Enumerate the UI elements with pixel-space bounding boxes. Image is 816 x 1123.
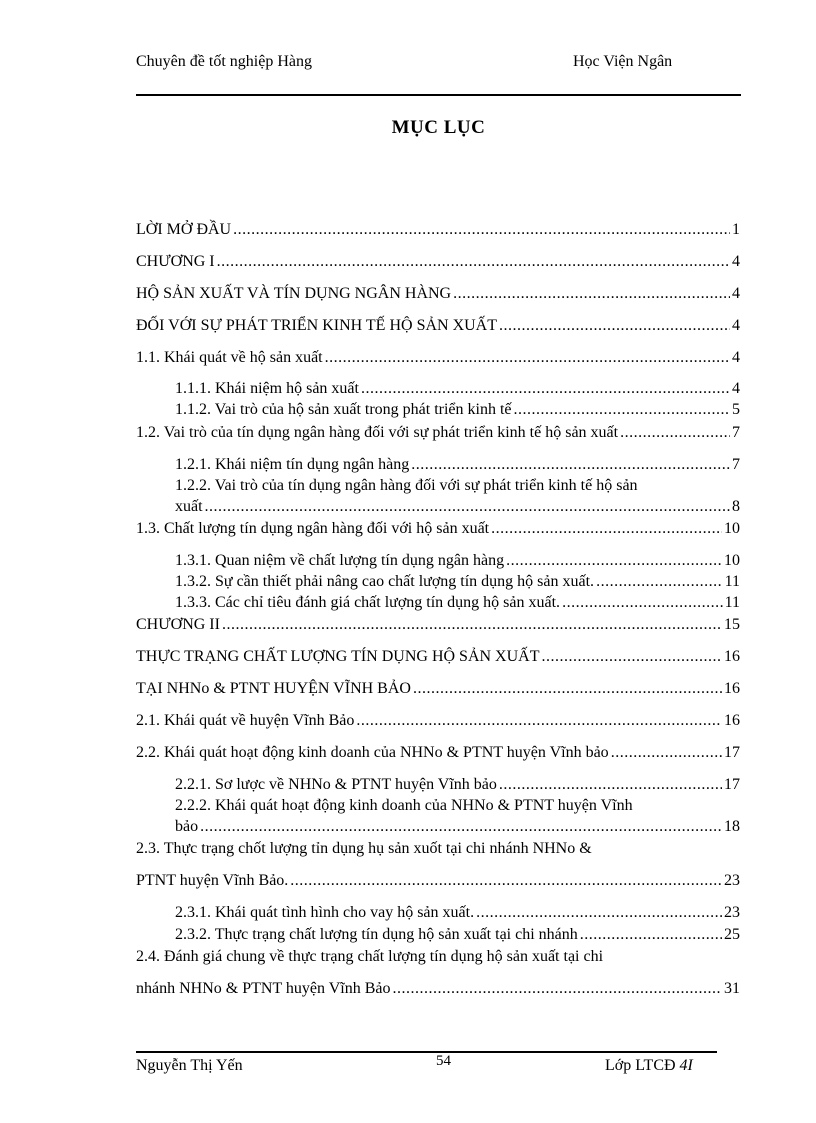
- toc-entry-page: 11: [724, 573, 740, 590]
- toc-entry-text: 1.3.1. Quan niệm về chất lượng tín dụng ngân hàng: [175, 552, 505, 569]
- toc-entry-text: 2.1. Khái quát về huyện Vĩnh Bảo: [136, 712, 355, 729]
- toc-entry-1-2[interactable]: [136, 422, 740, 443]
- toc-entry-page: 15: [724, 616, 740, 633]
- toc-entry-page: 5: [732, 401, 740, 418]
- toc-entry-page: 18: [724, 818, 740, 835]
- toc-entry-text: 1.1.1. Khái niệm hộ sản xuất: [175, 380, 359, 397]
- toc-entry-text: 2.4. Đánh giá chung về thực trạng chất lượng tín dụng hộ sản xuất tại chi: [136, 948, 604, 965]
- toc-entry-1-1-2[interactable]: [175, 399, 740, 420]
- toc-leader: [411, 454, 730, 475]
- toc-entry-page: 23: [724, 872, 740, 889]
- toc-entry-1-2-2[interactable]: [175, 475, 740, 517]
- toc-leader: [356, 710, 722, 731]
- toc-entry-page: 7: [732, 456, 740, 473]
- toc-entry-2-1[interactable]: [136, 710, 740, 731]
- toc-entry-text: CHƯƠNG I: [136, 253, 215, 270]
- toc-entry-text: LỜI MỞ ĐẦU: [136, 221, 232, 238]
- toc-leader: [325, 347, 730, 368]
- toc-entry-2-3-2[interactable]: [175, 924, 740, 945]
- toc-entry-page: 4: [732, 285, 740, 302]
- toc-entry-2-2[interactable]: [136, 742, 740, 763]
- toc-entry-text: ĐỐI VỚI SỰ PHÁT TRIỂN KINH TẾ HỘ SẢN XUẤT: [136, 317, 498, 334]
- toc-entry-page: 17: [724, 776, 740, 793]
- toc-entry-page: 16: [724, 680, 740, 697]
- toc-entry-text: THỰC TRẠNG CHẤT LƯỢNG TÍN DỤNG HỘ SẢN XUẤT: [136, 648, 540, 665]
- toc-leader: [514, 399, 730, 420]
- toc-entry-page: 7: [732, 424, 740, 441]
- toc-entry-tai-nhno[interactable]: [136, 678, 740, 699]
- toc-entry-2-2-1[interactable]: [175, 774, 740, 795]
- toc-leader: [506, 550, 722, 571]
- footer-author: Nguyễn Thị Yến: [136, 1057, 243, 1074]
- toc-leader: [393, 978, 722, 999]
- toc-leader: [222, 614, 722, 635]
- toc-entry-text: 1.2.1. Khái niệm tín dụng ngân hàng: [175, 456, 410, 473]
- toc-leader: [491, 518, 722, 539]
- footer-rule: [136, 1051, 717, 1053]
- toc-entry-page: 31: [724, 980, 740, 997]
- toc-entry-page: 11: [724, 594, 740, 611]
- toc-entry-2-3[interactable]: [136, 838, 740, 891]
- toc-entry-text: 2.3.1. Khái quát tình hình cho vay hộ sản xuất.: [175, 904, 475, 921]
- toc-entry-text: 2.2. Khái quát hoạt động kinh doanh của NHNo & PTNT huyện Vĩnh bảo: [136, 744, 609, 761]
- toc-entry-page: 8: [732, 498, 740, 515]
- toc-leader: [290, 870, 722, 891]
- toc-leader: [620, 422, 730, 443]
- toc-entry-text: 1.3.2. Sự cần thiết phải nâng cao chất lượng tín dụng hộ sản xuất.: [175, 573, 595, 590]
- footer-class: [605, 1057, 693, 1075]
- toc-entry-page: 16: [724, 648, 740, 665]
- toc-entry-chuong-1[interactable]: [136, 251, 740, 272]
- footer-page-number: 54: [436, 1053, 451, 1069]
- toc-entry-page: 4: [732, 349, 740, 366]
- toc-leader: [217, 251, 730, 272]
- toc-entry-text: 2.3. Thực trạng chốt lượng tỉn dụng hụ sản xuốt tại chi nhánh NHNo &: [136, 840, 592, 857]
- toc-entry-loi-mo-dau[interactable]: [136, 219, 740, 240]
- header-right: Học Viện Ngân: [573, 53, 673, 70]
- toc-entry-text: 1.3.3. Các chỉ tiêu đánh giá chất lượng tín dụng hộ sản xuất.: [175, 594, 561, 611]
- toc-entry-text: 1.2.2. Vai trò của tín dụng ngân hàng đối với sự phát triển kinh tế hộ sản: [175, 477, 638, 494]
- toc-entry-text: 2.2.2. Khái quát hoạt động kinh doanh của NHNo & PTNT huyện Vĩnh: [175, 797, 633, 814]
- toc-entry-page: 10: [724, 520, 740, 537]
- toc-entry-page: 16: [724, 712, 740, 729]
- toc-entry-continuation: [136, 978, 740, 999]
- toc-entry-ho-san-xuat-va-tin-dung[interactable]: [136, 283, 740, 304]
- toc-entry-page: 10: [724, 552, 740, 569]
- toc-entry-text-2: bảo: [175, 818, 199, 835]
- toc-entry-text-2: PTNT huyện Vĩnh Bảo.: [136, 872, 289, 889]
- toc-leader: [200, 816, 722, 837]
- toc-entry-1-3-3[interactable]: [175, 592, 740, 613]
- toc-entry-text: TẠI NHNo & PTNT HUYỆN VĨNH BẢO: [136, 680, 411, 697]
- toc-leader: [596, 571, 723, 592]
- toc-leader: [611, 742, 722, 763]
- toc-entry-continuation: [136, 870, 740, 891]
- toc-entry-text: HỘ SẢN XUẤT VÀ TÍN DỤNG NGÂN HÀNG: [136, 285, 452, 302]
- toc-entry-text: 2.3.2. Thực trạng chất lượng tín dụng hộ sản xuất tại chi nhánh: [175, 926, 578, 943]
- toc-leader: [580, 924, 722, 945]
- toc-entry-text: 1.1. Khái quát về hộ sản xuất: [136, 349, 323, 366]
- toc-entry-1-3-2[interactable]: [175, 571, 740, 592]
- toc-entry-text: 1.2. Vai trò của tín dụng ngân hàng đối với sự phát triển kinh tế hộ sản xuất: [136, 424, 619, 441]
- toc-entry-page: 17: [724, 744, 740, 761]
- toc-entry-1-2-1[interactable]: [175, 454, 740, 475]
- page-title: MỤC LỤC: [391, 117, 486, 138]
- toc-leader: [542, 646, 723, 667]
- toc-leader: [361, 378, 730, 399]
- toc-entry-2-2-2[interactable]: [175, 795, 740, 837]
- toc-entry-1-3-1[interactable]: [175, 550, 740, 571]
- toc-entry-page: 1: [732, 221, 740, 238]
- toc-leader: [499, 774, 722, 795]
- toc-entry-page: 23: [724, 904, 740, 921]
- toc-entry-continuation: [175, 816, 740, 837]
- toc-entry-1-1[interactable]: [136, 347, 740, 368]
- toc-entry-text-2: xuất: [175, 498, 203, 515]
- header-left: Chuyên đề tốt nghiệp Hàng: [136, 53, 312, 70]
- footer-class-suffix: 4I: [679, 1057, 693, 1074]
- toc-entry-2-4[interactable]: [136, 946, 740, 999]
- toc-entry-1-3[interactable]: [136, 518, 740, 539]
- footer-class-prefix: Lớp LTCĐ: [605, 1057, 676, 1074]
- toc-entry-text: CHƯƠNG II: [136, 616, 220, 633]
- toc-entry-page: 4: [732, 380, 740, 397]
- toc-entry-page: 4: [732, 253, 740, 270]
- toc-entry-2-3-1[interactable]: [175, 902, 740, 923]
- toc-leader: [499, 315, 730, 336]
- toc-entry-doi-voi-su-phat-trien[interactable]: [136, 315, 740, 336]
- toc-leader: [413, 678, 722, 699]
- toc-entry-chuong-2[interactable]: [136, 614, 740, 635]
- toc-entry-thuc-trang-chat-luong[interactable]: [136, 646, 740, 667]
- toc-leader: [476, 902, 722, 923]
- toc-entry-page: 25: [724, 926, 740, 943]
- toc-entry-1-1-1[interactable]: [175, 378, 740, 399]
- toc-leader: [233, 219, 730, 240]
- toc-entry-text: 2.2.1. Sơ lược về NHNo & PTNT huyện Vĩnh bảo: [175, 776, 497, 793]
- toc-leader: [453, 283, 730, 304]
- toc-entry-text: 1.3. Chất lượng tín dụng ngân hàng đối với hộ sản xuất: [136, 520, 490, 537]
- toc-entry-text: 1.1.2. Vai trò của hộ sản xuất trong phát triển kinh tế: [175, 401, 512, 418]
- toc-leader: [562, 592, 723, 613]
- toc-entry-text-2: nhánh NHNo & PTNT huyện Vĩnh Bảo: [136, 980, 391, 997]
- toc-entry-page: 4: [732, 317, 740, 334]
- toc-leader: [205, 496, 730, 517]
- toc-entry-continuation: [175, 496, 740, 517]
